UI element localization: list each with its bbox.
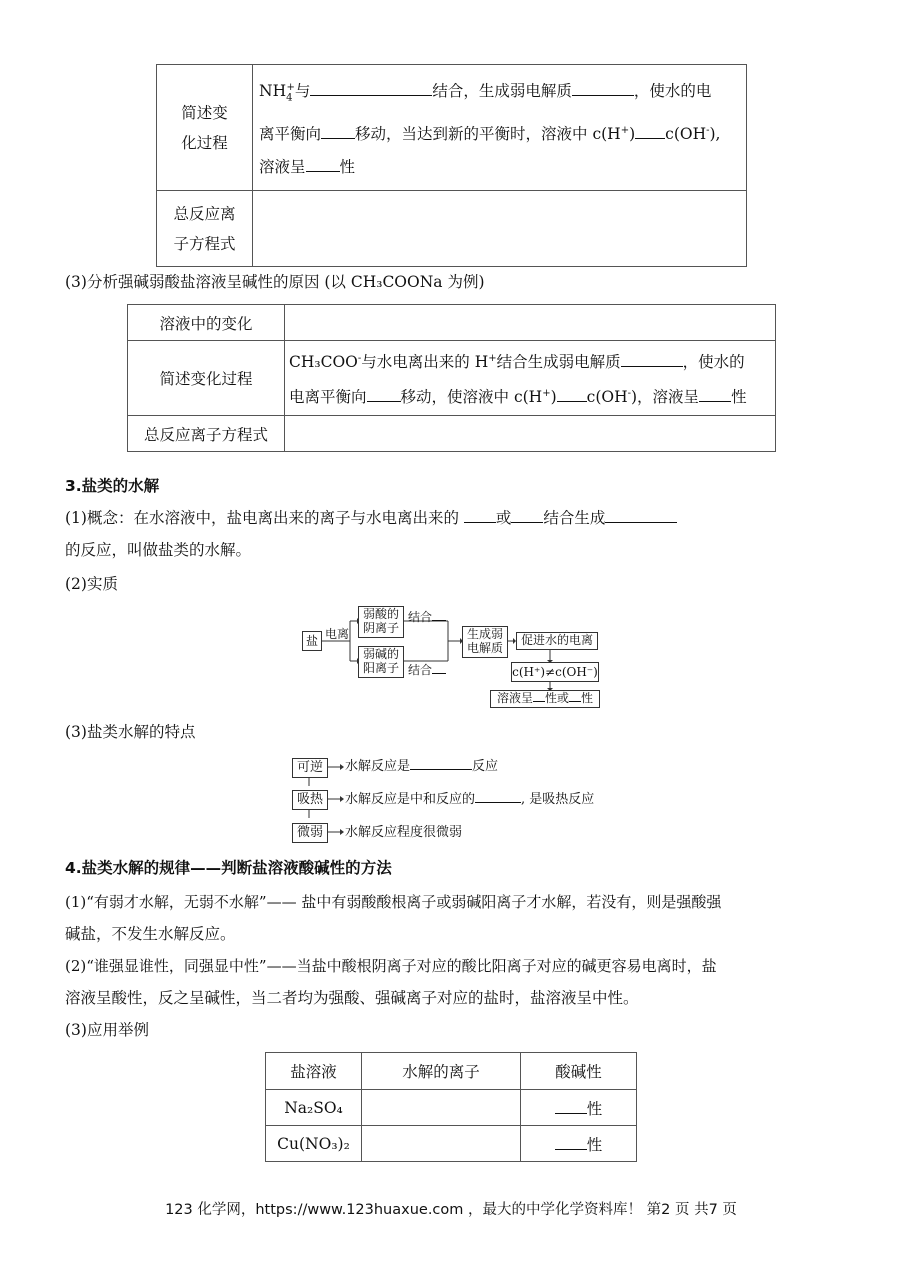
rev-a: 水解反应是 [345,759,411,774]
blank [621,352,683,367]
table1-row1-label-cell [157,65,253,191]
weak-base-cation-box: 弱碱的阳离子 [358,646,404,678]
blank [321,124,355,139]
rule2-line2: 溶液呈酸性，反之呈碱性，当二者均为强酸、强碱离子对应的盐时，盐溶液呈中性。 [65,989,639,1007]
weak-text: 水解反应程度很微弱 [345,825,463,840]
blank [432,663,446,674]
concept-a: (1)概念：在水溶液中，盐电离出来的离子与水电离出来的 [65,509,459,527]
promote-box: 促进水的电离 [516,632,598,650]
nature-text: 性 [586,1135,603,1154]
blank [555,1135,587,1150]
concept-line1 [65,508,677,528]
reversible-box: 可逆 [292,758,328,778]
t1-l2d: ), [709,125,721,144]
rule2-line1: (2)“谁强显谁性，同强显中性”——当盐中酸根阴离子对应的酸比阳离子对应的碱更容易电离时，盐 [65,957,717,975]
blank [367,387,401,402]
t2-l2e: 性 [731,388,747,407]
t1-l1c: 结合，生成弱电解质 [432,82,572,101]
nature-cell [521,1090,637,1126]
blank [410,759,472,770]
rev-b: 反应 [472,759,499,774]
blank [475,792,521,803]
endo-b: , 是吸热反应 [521,792,595,807]
header-salt: 盐溶液 [266,1053,362,1090]
weak-electrolyte-box: 生成弱电解质 [462,626,508,658]
blank [432,610,446,621]
table-weak-base-salt [156,64,747,267]
table1-row1-label: 简述变化过程 [181,103,228,152]
table2-row1-label: 溶液中的变化 [128,305,285,341]
salt-cell: Na₂SO₄ [266,1090,362,1126]
endo-text [345,792,594,807]
t2-l1d: ，使水的 [682,353,745,372]
table1-row2-label-cell [157,191,253,267]
table1-row2-label: 总反应离子方程式 [173,204,236,253]
nh4-sup: + [286,82,295,93]
table2-row3-label: 总反应离子方程式 [128,416,285,452]
concept-c: 结合生成 [543,509,606,527]
blank [699,387,731,402]
ion-cell [362,1090,521,1126]
page-footer: 123 化学网，https://www.123huaxue.com ，最大的中学化学资料库！ 第2 页 共7 页 [165,1202,737,1218]
section-3-heading: (3)分析强碱弱酸盐溶液呈碱性的原因 (以 CH₃COONa 为例) [65,273,485,291]
s4-heading-a: 4.盐类水解的规律——判断盐溶液酸碱性的 [65,859,361,877]
t1-l2a: 离平衡向 [259,125,322,144]
combine-top-text: 结合 [408,610,433,624]
t2-l1c: 结合生成弱电解质 [496,353,621,372]
s4-heading-b: 方法 [360,859,392,877]
blank [464,508,496,523]
reversible-text [345,759,498,774]
blank [511,508,543,523]
result-a: 溶液呈 [496,691,533,705]
endothermic-box: 吸热 [292,790,328,810]
features-heading: (3)盐类水解的特点 [65,723,196,741]
concept-b: 或 [495,509,512,527]
blank [635,124,665,139]
essence-heading: (2)实质 [65,575,118,593]
combine-top [408,610,446,624]
combine-bottom [408,663,446,677]
rule1-line2: 碱盐，不发生水解反应。 [65,925,236,943]
ionize-label: 电离 [325,627,350,641]
t1-l1b: 与 [294,82,311,101]
section-3-title: 3.盐类的水解 [65,477,160,495]
t1-l3b: 性 [339,158,356,177]
salt-box: 盐 [302,631,322,651]
blank [557,387,587,402]
example-table [265,1052,637,1162]
section-4-title [65,858,392,878]
t2-l2d: )，溶液呈 [631,388,700,407]
nature-cell [521,1126,637,1162]
salt-cell: Cu(NO₃)₂ [266,1126,362,1162]
t2-l2a: 电离平衡向 [289,388,367,407]
t1-l1d: ，使水的电 [633,82,712,101]
table2-row2-label: 简述变化过程 [128,341,285,416]
table2-row1-content [285,305,776,341]
blank [306,157,340,172]
rule1-line1: (1)“有弱才水解，无弱不水解”—— 盐中有弱酸酸根离子或弱碱阳离子才水解，若没有，则是强酸强 [65,893,722,911]
table-row [266,1090,637,1126]
blank [555,1099,587,1114]
t1-l2b: 移动，当达到新的平衡时，溶液中 c(H [355,125,621,144]
blank [533,691,545,702]
header-nature: 酸碱性 [521,1053,637,1090]
table2-row2-content: CH₃COO-与水电离出来的 H+结合生成弱电解质 ，使水的 电离平衡向 移动，使溶液中 c(H+) c(OH-)，溶液呈 性 [285,341,776,416]
result-b: 性或 [544,691,569,705]
table1-row2-content [253,191,747,267]
example-heading: (3)应用举例 [65,1021,149,1039]
t1-l2c: c(OH [665,125,707,144]
result-box [490,690,600,708]
nature-text: 性 [586,1099,603,1118]
t2-l2c: c(OH [586,388,628,407]
weak-box: 微弱 [292,823,328,843]
t2-l1b: 与水电离出来的 H [361,353,489,372]
table2-row3-content [285,416,776,452]
table-strong-base-weak-acid-salt [127,304,776,452]
blank [569,691,581,702]
table1-row1-content: $NH_4^+$与 结合，生成弱电解质 ，使水的电 离平衡向 移动，当达到新的平衡时，溶液中 c(H+) c(OH-), 溶液呈 性 [253,65,747,191]
conc-box: c(H⁺)≠c(OH⁻) [511,662,599,682]
nh4-text: NH [259,82,287,101]
blank [310,81,432,96]
endo-a: 水解反应是中和反应的 [345,792,476,807]
header-ion: 水解的离子 [362,1053,521,1090]
t2-l2b: 移动，使溶液中 c(H [400,388,543,407]
blank [572,81,634,96]
combine-bottom-text: 结合 [408,663,433,677]
t2-l1a: CH₃COO [289,353,358,372]
nh4-sub: 4 [286,92,293,104]
blank [605,508,677,523]
result-c: 性 [581,691,594,705]
weak-acid-anion-box: 弱酸的阴离子 [358,606,404,638]
t1-l3a: 溶液呈 [259,158,306,177]
ion-cell [362,1126,521,1162]
concept-line2: 的反应，叫做盐类的水解。 [65,541,252,559]
table-row [266,1126,637,1162]
